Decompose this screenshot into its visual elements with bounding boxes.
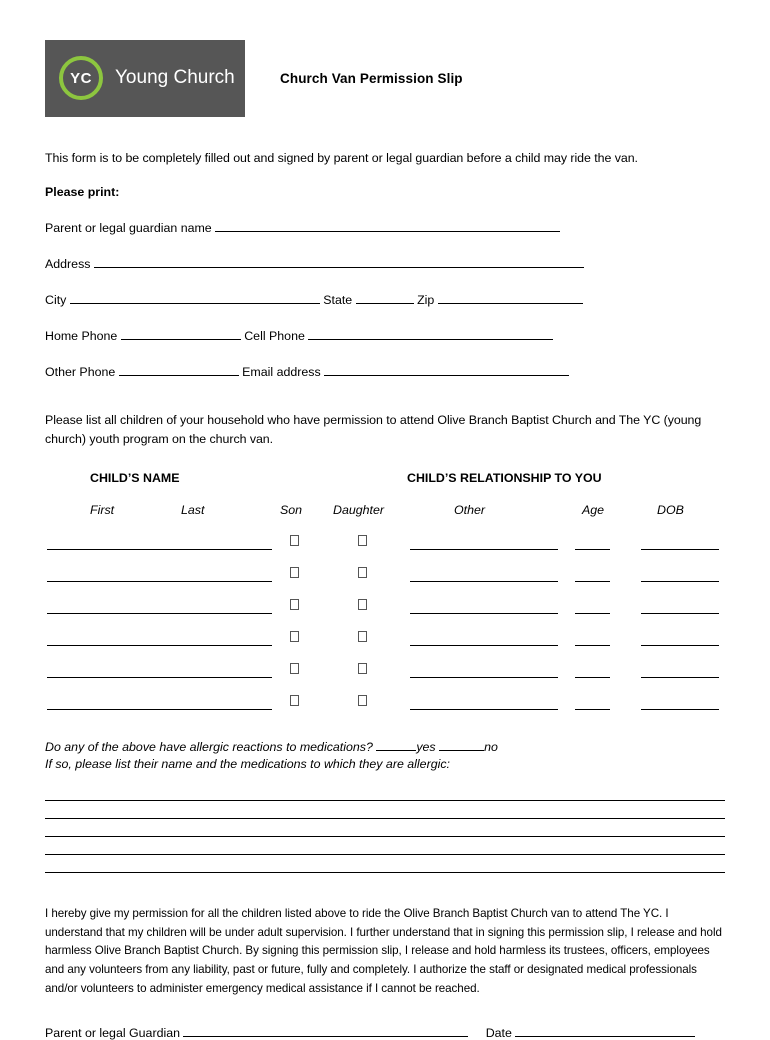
table-row	[45, 527, 725, 559]
field-zip-label: Zip	[417, 293, 435, 307]
signature-input[interactable]	[183, 1023, 468, 1037]
dob-input[interactable]	[641, 709, 719, 710]
field-city-input[interactable]	[70, 290, 320, 304]
field-cell-phone-label: Cell Phone	[244, 329, 305, 343]
table-row	[45, 687, 725, 719]
daughter-checkbox[interactable]	[358, 599, 367, 610]
field-home-phone-input[interactable]	[121, 326, 241, 340]
intro-text: This form is to be completely filled out and signed by parent or legal guardian before a child may ride the van.	[45, 151, 638, 165]
allergy-section	[45, 737, 725, 772]
page-title: Church Van Permission Slip	[280, 70, 463, 86]
blank-line[interactable]	[45, 855, 725, 873]
daughter-checkbox[interactable]	[358, 663, 367, 674]
column-dob: DOB	[657, 503, 684, 518]
logo-name: Young Church	[115, 67, 235, 88]
other-relationship-input[interactable]	[410, 549, 558, 550]
blank-line[interactable]	[45, 801, 725, 819]
date-input[interactable]	[515, 1023, 695, 1037]
field-address-input[interactable]	[94, 254, 584, 268]
field-state-input[interactable]	[356, 290, 414, 304]
daughter-checkbox[interactable]	[358, 535, 367, 546]
yc-circle-icon	[59, 56, 103, 100]
column-last: Last	[181, 503, 205, 518]
column-son: Son	[280, 503, 303, 518]
allergy-no-label: no	[484, 740, 498, 755]
field-address	[45, 254, 725, 271]
heading-child-name: CHILD’S NAME	[90, 471, 180, 486]
dob-input[interactable]	[641, 549, 719, 550]
dob-input[interactable]	[641, 581, 719, 582]
table-row	[45, 623, 725, 655]
field-parent-name-label: Parent or legal guardian name	[45, 221, 212, 235]
age-input[interactable]	[575, 581, 610, 582]
child-name-input[interactable]	[47, 613, 272, 614]
allergy-yes-blank[interactable]	[376, 737, 416, 751]
child-name-input[interactable]	[47, 709, 272, 710]
field-zip-input[interactable]	[438, 290, 583, 304]
field-other-phone-input[interactable]	[119, 362, 239, 376]
logo	[45, 40, 245, 117]
field-other-email	[45, 362, 725, 379]
allergy-question: Do any of the above have allergic reactions to medications?	[45, 740, 373, 755]
field-city-label: City	[45, 293, 67, 307]
other-relationship-input[interactable]	[410, 645, 558, 646]
daughter-checkbox[interactable]	[358, 567, 367, 578]
please-print-label: Please print:	[45, 185, 120, 199]
son-checkbox[interactable]	[290, 663, 299, 674]
table-row	[45, 655, 725, 687]
allergy-question-row	[45, 737, 725, 756]
field-parent-name	[45, 218, 725, 235]
date-label: Date	[485, 1025, 512, 1040]
son-checkbox[interactable]	[290, 599, 299, 610]
field-address-label: Address	[45, 257, 91, 271]
child-name-input[interactable]	[47, 549, 272, 550]
age-input[interactable]	[575, 645, 610, 646]
other-relationship-input[interactable]	[410, 581, 558, 582]
field-email-input[interactable]	[324, 362, 569, 376]
table-group-headings	[45, 471, 725, 489]
table-column-headings	[45, 503, 725, 527]
allergy-followup: If so, please list their name and the medications to which they are allergic:	[45, 757, 450, 772]
age-input[interactable]	[575, 709, 610, 710]
dob-input[interactable]	[641, 613, 719, 614]
daughter-checkbox[interactable]	[358, 695, 367, 706]
dob-input[interactable]	[641, 677, 719, 678]
blank-line[interactable]	[45, 819, 725, 837]
field-state-label: State	[323, 293, 353, 307]
son-checkbox[interactable]	[290, 567, 299, 578]
table-row	[45, 591, 725, 623]
column-daughter: Daughter	[333, 503, 384, 518]
field-phones	[45, 326, 725, 343]
field-cell-phone-input[interactable]	[308, 326, 553, 340]
children-table	[45, 471, 725, 719]
other-relationship-input[interactable]	[410, 677, 558, 678]
age-input[interactable]	[575, 549, 610, 550]
son-checkbox[interactable]	[290, 695, 299, 706]
column-age: Age	[582, 503, 605, 518]
other-relationship-input[interactable]	[410, 613, 558, 614]
document-header	[45, 38, 725, 118]
table-row	[45, 559, 725, 591]
child-name-input[interactable]	[47, 645, 272, 646]
column-first: First	[90, 503, 115, 518]
age-input[interactable]	[575, 677, 610, 678]
age-input[interactable]	[575, 613, 610, 614]
blank-line[interactable]	[45, 837, 725, 855]
allergy-write-in-lines	[45, 783, 725, 873]
daughter-checkbox[interactable]	[358, 631, 367, 642]
field-email-label: Email address	[242, 365, 321, 379]
child-name-input[interactable]	[47, 581, 272, 582]
son-checkbox[interactable]	[290, 631, 299, 642]
signature-row	[45, 1023, 725, 1040]
dob-input[interactable]	[641, 645, 719, 646]
field-home-phone-label: Home Phone	[45, 329, 118, 343]
field-city-state-zip	[45, 290, 725, 307]
children-instructions: Please list all children of your household who have permission to attend Olive Branch Baptist Church and The YC (young church) youth program on the church van.	[45, 413, 702, 447]
logo-mark-text: YC	[70, 69, 92, 87]
field-other-phone-label: Other Phone	[45, 365, 116, 379]
other-relationship-input[interactable]	[410, 709, 558, 710]
allergy-yes-label: yes	[416, 740, 436, 755]
allergy-no-blank[interactable]	[439, 737, 484, 751]
son-checkbox[interactable]	[290, 535, 299, 546]
legal-text: I hereby give my permission for all the children listed above to ride the Olive Branch Baptist Church van to attend The YC. I understand that my children will be under adult supervision. I further understand that in signing this permission slip, I release and hold harmless Olive Branch Baptist Church. By signing this permission slip, I release and hold harmless its trustees, officers, employees and any volunteers from any liability, past or future, fully and completely. I authorize the staff or designated medical professionals and/or volunteers to administer emergency medical assistance if I cannot be reached.	[45, 906, 722, 996]
heading-child-relationship: CHILD’S RELATIONSHIP TO YOU	[407, 471, 602, 486]
child-name-input[interactable]	[47, 677, 272, 678]
field-parent-name-input[interactable]	[215, 218, 560, 232]
column-other: Other	[454, 503, 485, 518]
signature-label: Parent or legal Guardian	[45, 1025, 181, 1040]
blank-line[interactable]	[45, 783, 725, 801]
